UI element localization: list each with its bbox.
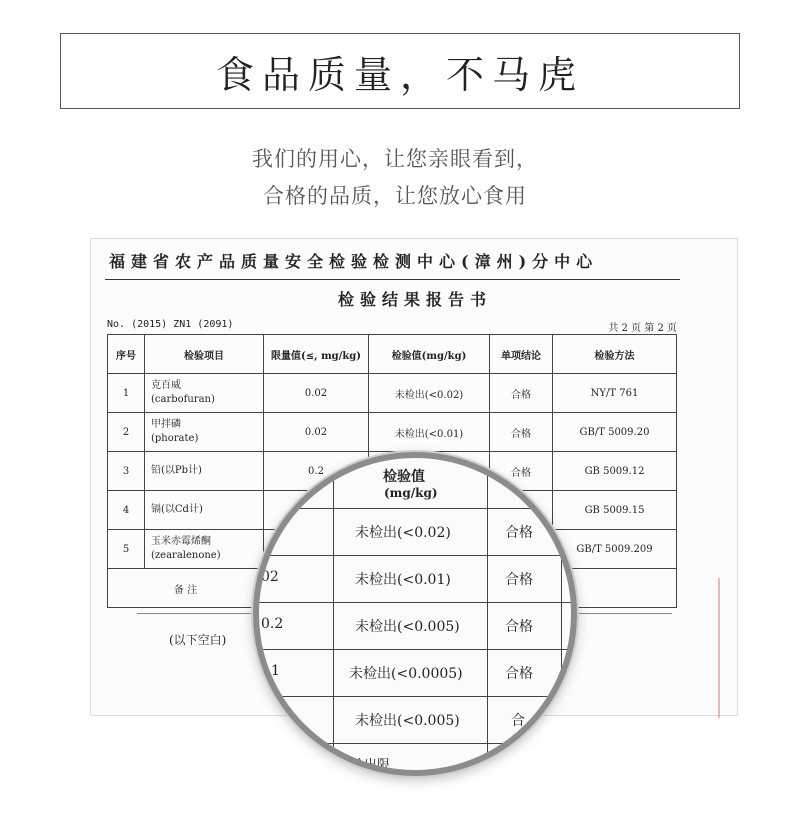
magnified-value: 未检出(<0.005)	[355, 713, 460, 729]
magnified-value: 未检出(<0.01)	[355, 572, 451, 588]
slogan-line-1: 我们的用心，让您亲眼看到，	[252, 147, 538, 171]
item-cn: 玉米赤霉烯酮	[151, 536, 211, 547]
page-number: 共 2 页 第 2 页	[608, 323, 677, 334]
cell-no: 3	[108, 452, 145, 491]
cell-method: NY/T 761	[553, 374, 677, 413]
magnified-value: 未检出(<0.0005)	[349, 666, 463, 682]
col-header-value: 检验值(mg/kg)	[369, 335, 490, 374]
report-title: 检验结果报告书	[337, 290, 492, 309]
grid-line	[259, 696, 571, 697]
cell-no: 4	[108, 491, 145, 530]
magnified-table	[259, 458, 571, 773]
cell-method: GB/T 5009.20	[553, 413, 677, 452]
magnified-result: 合格	[505, 619, 533, 635]
cell-result: 合格	[490, 374, 553, 413]
cell-item	[145, 530, 264, 569]
grid-line	[259, 508, 571, 509]
grid-line	[561, 458, 562, 770]
item-cn: 镉(以Cd计)	[151, 504, 203, 515]
cell-result: 合格	[490, 452, 553, 491]
cell-no: 1	[108, 374, 145, 413]
item-en: (carbofuran)	[151, 394, 215, 405]
divider	[105, 279, 680, 280]
magnified-value: 未检出(<0.02)	[355, 525, 451, 541]
col-header-item: 检验项目	[145, 335, 264, 374]
col-header-result: 单项结论	[490, 335, 553, 374]
magnified-header-unit: (mg/kg)	[384, 486, 438, 500]
cell-limit: 0.2	[264, 452, 369, 491]
remark-label: 备 注	[108, 569, 264, 608]
cell-limit: 0.02	[264, 413, 369, 452]
item-en: (zearalenone)	[151, 550, 221, 561]
cell-no: 2	[108, 413, 145, 452]
magnified-footer: 检出限	[351, 758, 391, 773]
magnified-result: 合格	[505, 525, 533, 541]
item-cn: 克百威	[151, 380, 181, 391]
grid-line	[487, 458, 488, 770]
grid-line	[259, 649, 571, 650]
magnifier-lens	[253, 452, 577, 776]
cell-item	[145, 374, 264, 413]
red-stamp-edge	[718, 578, 740, 718]
item-en: (phorate)	[151, 433, 199, 444]
magnified-limit: 1	[271, 663, 280, 679]
cell-result: 合格	[490, 413, 553, 452]
table-row	[108, 413, 677, 452]
cell-item	[145, 452, 264, 491]
magnified-result: 合	[511, 713, 525, 729]
blank-note: (以下空白)	[169, 633, 227, 647]
cell-item	[145, 413, 264, 452]
item-cn: 铅(以Pb计)	[151, 465, 202, 476]
banner-title: 食品质量，不马虎	[60, 33, 740, 109]
magnified-result: 合格	[505, 666, 533, 682]
cell-method: GB/T 5009.209	[553, 530, 677, 569]
col-header-method: 检验方法	[553, 335, 677, 374]
cell-item	[145, 491, 264, 530]
table-row	[108, 374, 677, 413]
cell-value: 未检出(<0.01)	[369, 413, 490, 452]
cell-limit: 0.02	[264, 374, 369, 413]
slogan-line-2: 合格的品质，让您放心食用	[263, 184, 527, 208]
grid-line	[259, 555, 571, 556]
cell-no: 5	[108, 530, 145, 569]
table-header-row	[108, 335, 677, 374]
report-organization: 福建省农产品质量安全检验检测中心(漳州)分中心	[109, 252, 599, 271]
cell-method: GB 5009.12	[553, 452, 677, 491]
item-cn: 甲拌磷	[151, 419, 181, 430]
magnified-limit: 0.2	[261, 616, 284, 632]
grid-line	[259, 743, 571, 744]
magnified-header: 检验值	[383, 469, 425, 485]
col-header-limit: 限量值(≤, mg/kg)	[264, 335, 369, 374]
grid-line	[259, 602, 571, 603]
magnified-result: 合格	[505, 572, 533, 588]
report-number: No. (2015) ZN1 (2091)	[107, 319, 234, 330]
cell-value: 未检出(<0.02)	[369, 374, 490, 413]
col-header-no: 序号	[108, 335, 145, 374]
magnified-limit: 02	[261, 569, 279, 585]
cell-method: GB 5009.15	[553, 491, 677, 530]
grid-line	[333, 458, 334, 770]
magnified-value: 未检出(<0.005)	[355, 619, 460, 635]
